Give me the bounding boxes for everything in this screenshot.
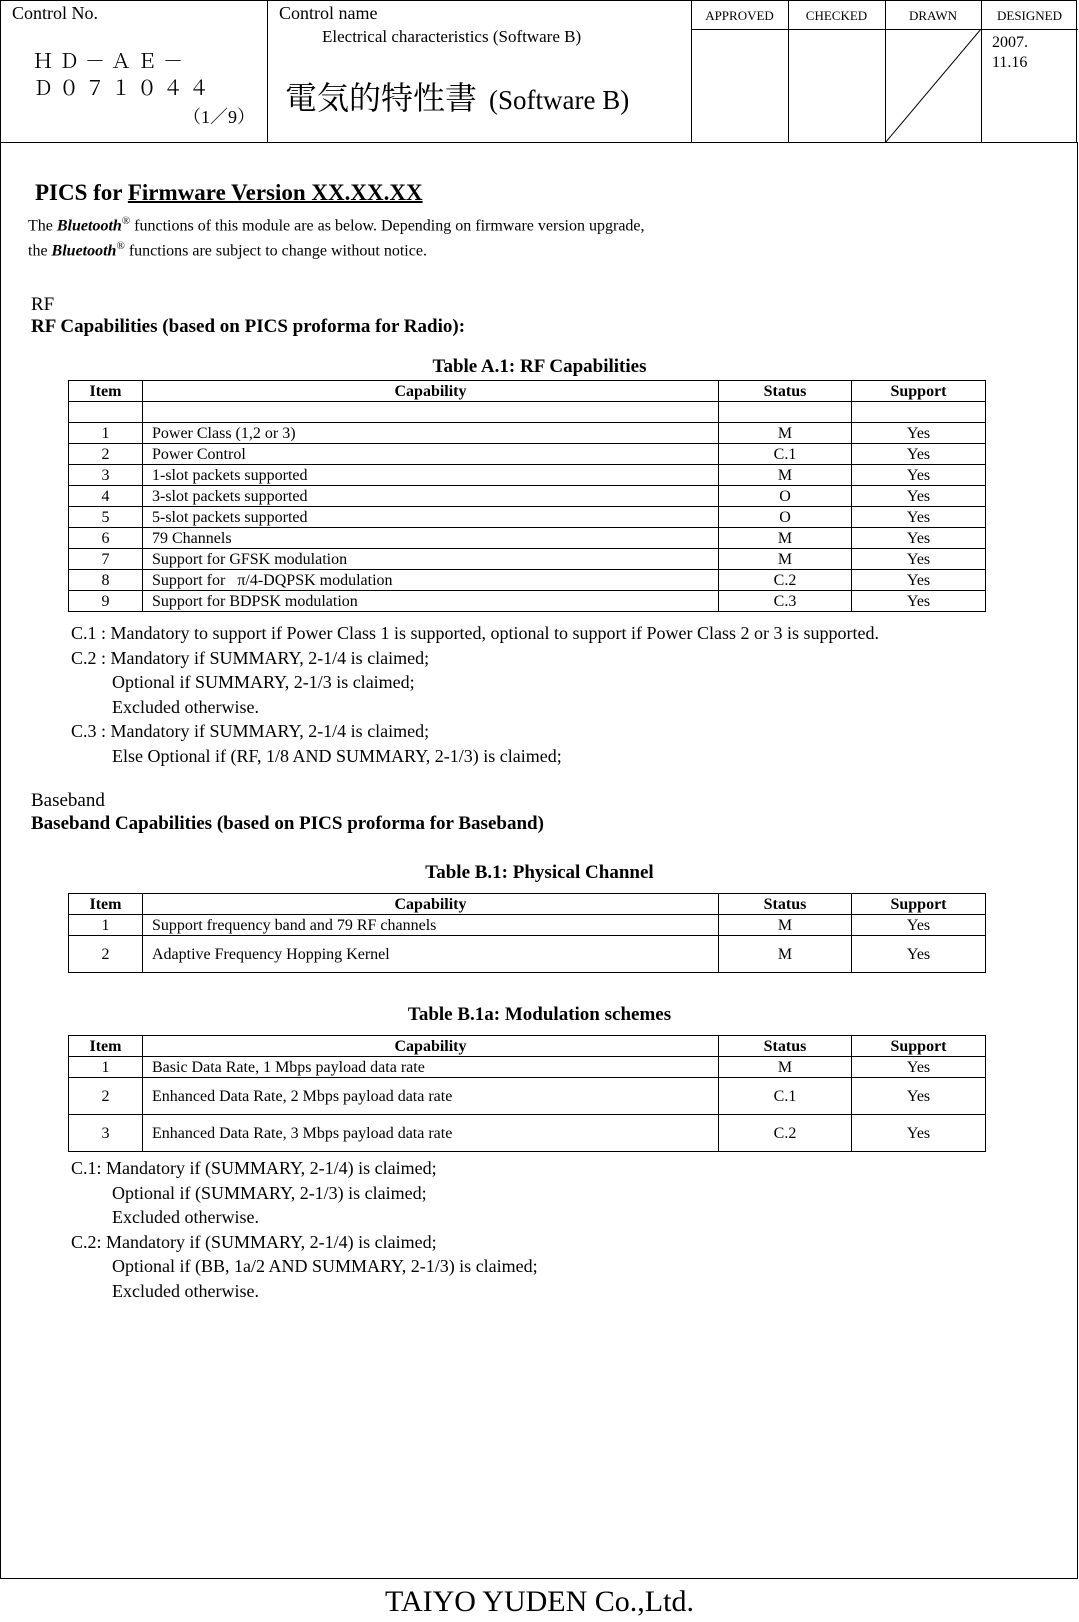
document-header bbox=[0, 0, 1077, 143]
baseband-section-label: Baseband bbox=[31, 790, 105, 811]
rf-section-heading: RF Capabilities (based on PICS proforma for Radio): bbox=[31, 316, 466, 337]
column-header-support: Support bbox=[852, 381, 986, 402]
note-line: Else Optional if (RF, 1/8 AND SUMMARY, 2-1/3) is claimed; bbox=[112, 745, 562, 766]
control-name-jp-text: 電気的特性書 bbox=[285, 80, 478, 116]
cell-support: Yes bbox=[852, 549, 986, 570]
cell-capability: Power Control bbox=[143, 444, 719, 465]
cell-support: Yes bbox=[852, 570, 986, 591]
table-row bbox=[69, 570, 986, 591]
cell-capability: 1-slot packets supported bbox=[143, 465, 719, 486]
cell-support bbox=[852, 402, 986, 423]
pics-title bbox=[35, 180, 423, 206]
table-header-row bbox=[69, 381, 986, 402]
firmware-version: Firmware Version XX.XX.XX bbox=[127, 180, 423, 205]
table-a1-title: Table A.1: RF Capabilities bbox=[432, 356, 647, 377]
column-header-support: Support bbox=[852, 894, 986, 915]
intro-line-2 bbox=[28, 234, 427, 263]
control-name-japanese bbox=[285, 73, 629, 119]
column-header-item: Item bbox=[69, 1036, 143, 1057]
cell-support: Yes bbox=[852, 486, 986, 507]
registered-mark: ® bbox=[121, 215, 131, 227]
cell-status: C.1 bbox=[719, 444, 852, 465]
cell-status: M bbox=[719, 465, 852, 486]
designed-date-line2: 11.16 bbox=[992, 54, 1028, 71]
cell-item: 9 bbox=[69, 591, 143, 612]
table-row bbox=[69, 507, 986, 528]
cell-item: 6 bbox=[69, 528, 143, 549]
divider bbox=[267, 1, 268, 143]
cell-capability: Enhanced Data Rate, 3 Mbps payload data rate bbox=[143, 1115, 719, 1152]
table-row bbox=[69, 402, 986, 423]
cell-capability bbox=[143, 402, 719, 423]
cell-capability: Support for BDPSK modulation bbox=[143, 591, 719, 612]
intro-text: functions are subject to change without notice. bbox=[124, 242, 427, 260]
column-header-status: Status bbox=[719, 381, 852, 402]
table-row bbox=[69, 465, 986, 486]
bluetooth-brand: Bluetooth bbox=[51, 242, 117, 260]
designed-date-line1: 2007. bbox=[992, 34, 1028, 51]
designed-label: DESIGNED bbox=[997, 8, 1062, 23]
cell-capability: 5-slot packets supported bbox=[143, 507, 719, 528]
note-line: Optional if (SUMMARY, 2-1/3) is claimed; bbox=[112, 1182, 427, 1203]
cell-status bbox=[719, 402, 852, 423]
note-line: C.3 : Mandatory if SUMMARY, 2-1/4 is claimed; bbox=[71, 721, 430, 741]
cell-item: 2 bbox=[69, 1078, 143, 1115]
cell-item: 2 bbox=[69, 936, 143, 973]
intro-text: The bbox=[28, 217, 57, 235]
approved-label: APPROVED bbox=[705, 8, 774, 23]
cell-capability: Adaptive Frequency Hopping Kernel bbox=[143, 936, 719, 973]
table-row bbox=[69, 486, 986, 507]
note-line: Optional if (BB, 1a/2 AND SUMMARY, 2-1/3) is claimed; bbox=[112, 1256, 538, 1276]
cell-item: 3 bbox=[69, 465, 143, 486]
table-header-row bbox=[69, 1036, 986, 1057]
note-line: C.2 : Mandatory if SUMMARY, 2-1/4 is claimed; bbox=[71, 647, 430, 668]
cell-item bbox=[69, 402, 143, 423]
cell-capability: Basic Data Rate, 1 Mbps payload data rate bbox=[143, 1057, 719, 1078]
cell-status: C.2 bbox=[719, 570, 852, 591]
cell-capability: Support frequency band and 79 RF channels bbox=[143, 915, 719, 936]
intro-text: the bbox=[28, 242, 52, 260]
table-row bbox=[69, 936, 986, 973]
column-header-capability: Capability bbox=[143, 381, 719, 402]
cell-status: M bbox=[719, 549, 852, 570]
cell-item: 8 bbox=[69, 570, 143, 591]
note-line: C.1: Mandatory if (SUMMARY, 2-1/4) is claimed; bbox=[71, 1158, 437, 1178]
table-row bbox=[69, 423, 986, 444]
pics-title-prefix: PICS for bbox=[35, 180, 128, 205]
cell-capability: 79 Channels bbox=[143, 528, 719, 549]
cell-status: M bbox=[719, 936, 852, 973]
drawn-slash-icon bbox=[885, 29, 982, 143]
cell-status: C.2 bbox=[719, 1115, 852, 1152]
table-header-row bbox=[69, 894, 986, 915]
table-row bbox=[69, 1078, 986, 1115]
cell-capability: 3-slot packets supported bbox=[143, 486, 719, 507]
control-name-label: Control name bbox=[279, 3, 378, 23]
cell-item: 1 bbox=[69, 915, 143, 936]
cell-capability: Support for GFSK modulation bbox=[143, 549, 719, 570]
note-line: Excluded otherwise. bbox=[112, 1207, 259, 1227]
cell-support: Yes bbox=[852, 591, 986, 612]
cell-support: Yes bbox=[852, 423, 986, 444]
cell-support: Yes bbox=[852, 1115, 986, 1152]
note-line: Excluded otherwise. bbox=[112, 1280, 259, 1301]
cell-support: Yes bbox=[852, 936, 986, 973]
column-header-status: Status bbox=[719, 894, 852, 915]
table-b1-title: Table B.1: Physical Channel bbox=[425, 862, 654, 883]
control-name-english: Electrical characteristics (Software B) bbox=[322, 27, 582, 46]
control-no-line2: Ｄ０７１０４４ bbox=[33, 78, 215, 100]
cell-status: O bbox=[719, 486, 852, 507]
cell-support: Yes bbox=[852, 465, 986, 486]
cell-item: 1 bbox=[69, 423, 143, 444]
note-line: C.2: Mandatory if (SUMMARY, 2-1/4) is claimed; bbox=[71, 1231, 437, 1252]
bluetooth-brand: Bluetooth bbox=[56, 217, 122, 235]
company-footer: TAIYO YUDEN Co.,Ltd. bbox=[385, 1585, 694, 1618]
table-b1a-title: Table B.1a: Modulation schemes bbox=[407, 1004, 672, 1025]
cell-capability: Enhanced Data Rate, 2 Mbps payload data rate bbox=[143, 1078, 719, 1115]
cell-support: Yes bbox=[852, 1078, 986, 1115]
column-header-item: Item bbox=[69, 381, 143, 402]
cell-status: C.3 bbox=[719, 591, 852, 612]
rf-capabilities-table bbox=[68, 380, 986, 612]
cell-status: C.1 bbox=[719, 1078, 852, 1115]
note-line: C.1 : Mandatory to support if Power Class 1 is supported, optional to support if Power Class 2 or 3 is supported. bbox=[71, 623, 879, 643]
cell-support: Yes bbox=[852, 507, 986, 528]
registered-mark: ® bbox=[116, 240, 125, 252]
drawn-label: DRAWN bbox=[908, 8, 958, 23]
cell-status: M bbox=[719, 915, 852, 936]
cell-item: 5 bbox=[69, 507, 143, 528]
physical-channel-table bbox=[68, 893, 986, 973]
column-header-item: Item bbox=[69, 894, 143, 915]
table-row bbox=[69, 528, 986, 549]
page-indicator: （1／9） bbox=[183, 107, 255, 127]
cell-support: Yes bbox=[852, 1057, 986, 1078]
column-header-capability: Capability bbox=[143, 894, 719, 915]
table-row bbox=[69, 915, 986, 936]
column-header-support: Support bbox=[852, 1036, 986, 1057]
baseband-section-heading: Baseband Capabilities (based on PICS proforma for Baseband) bbox=[31, 813, 544, 834]
rf-section-label: RF bbox=[31, 294, 55, 315]
cell-status: M bbox=[719, 528, 852, 549]
checked-label: CHECKED bbox=[805, 8, 868, 23]
baseband-notes bbox=[71, 1156, 538, 1303]
cell-status: O bbox=[719, 507, 852, 528]
table-row bbox=[69, 549, 986, 570]
table-row bbox=[69, 1057, 986, 1078]
cell-capability: Support for π/4-DQPSK modulation bbox=[143, 570, 719, 591]
cell-item: 7 bbox=[69, 549, 143, 570]
table-row bbox=[69, 591, 986, 612]
column-header-capability: Capability bbox=[143, 1036, 719, 1057]
table-row bbox=[69, 1115, 986, 1152]
control-no-label: Control No. bbox=[12, 3, 99, 23]
cell-support: Yes bbox=[852, 528, 986, 549]
rf-notes bbox=[71, 621, 879, 768]
table-row bbox=[69, 444, 986, 465]
cell-status: M bbox=[719, 1057, 852, 1078]
column-header-status: Status bbox=[719, 1036, 852, 1057]
cell-support: Yes bbox=[852, 444, 986, 465]
cell-status: M bbox=[719, 423, 852, 444]
designed-date bbox=[992, 33, 1028, 73]
cell-capability: Power Class (1,2 or 3) bbox=[143, 423, 719, 444]
modulation-schemes-table bbox=[68, 1035, 986, 1152]
cell-item: 2 bbox=[69, 444, 143, 465]
note-line: Optional if SUMMARY, 2-1/3 is claimed; bbox=[112, 672, 415, 692]
cell-item: 1 bbox=[69, 1057, 143, 1078]
cell-item: 4 bbox=[69, 486, 143, 507]
cell-item: 3 bbox=[69, 1115, 143, 1152]
cell-support: Yes bbox=[852, 915, 986, 936]
control-no-line1: ＨＤ－ＡＥ－ bbox=[33, 51, 189, 73]
control-name-jp-suffix: (Software B) bbox=[489, 85, 630, 115]
note-line: Excluded otherwise. bbox=[112, 696, 259, 717]
intro-text: functions of this module are as below. Depending on firmware version upgrade, bbox=[130, 217, 645, 235]
